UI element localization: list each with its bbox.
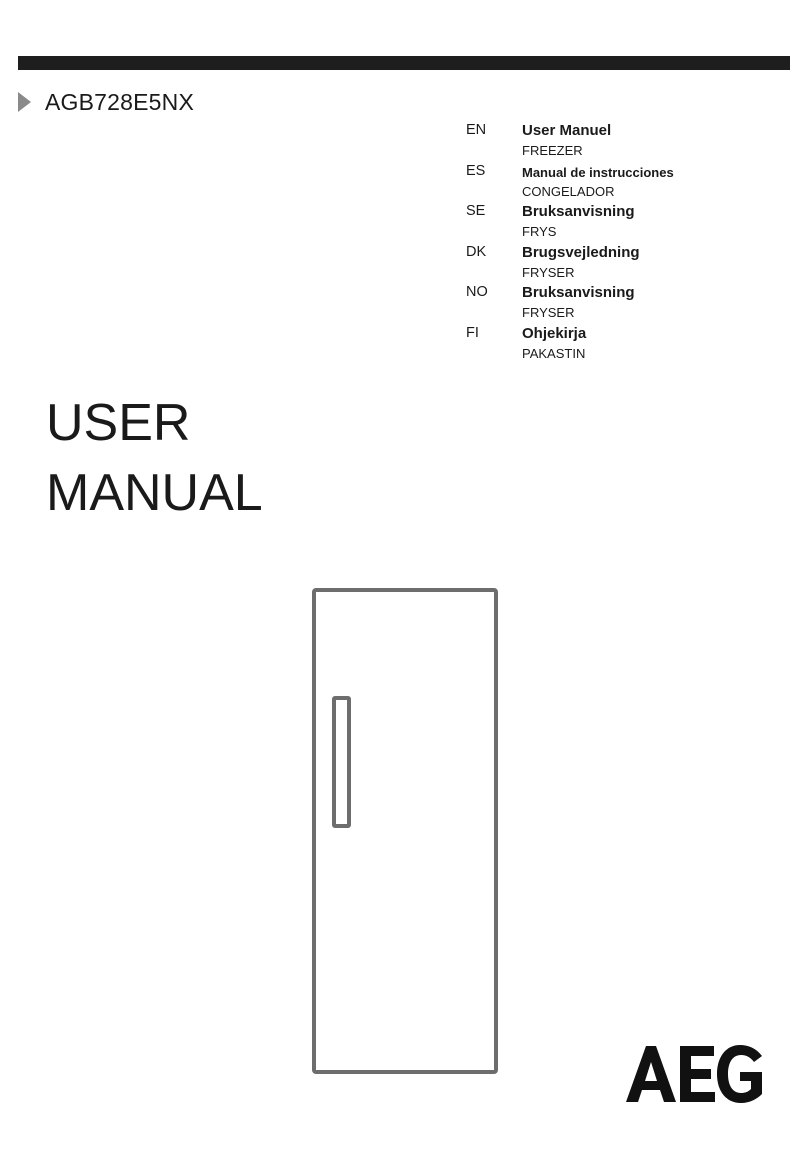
model-number: AGB728E5NX: [45, 88, 195, 115]
cover-title: [46, 388, 263, 528]
product-name: CONGELADOR: [522, 183, 615, 199]
language-entry-dk: [466, 244, 796, 285]
cover-title-line-2: MANUAL: [46, 464, 263, 522]
language-entry-no: [466, 284, 796, 325]
manual-title: Bruksanvisning: [522, 284, 635, 302]
language-code: SE: [466, 203, 486, 220]
manual-title: Manual de instrucciones: [522, 164, 674, 180]
language-code: ES: [466, 162, 486, 179]
top-rule-bar: [18, 56, 790, 70]
cover-title-line-1: USER: [46, 394, 191, 452]
manual-title: Brugsvejledning: [522, 243, 640, 261]
language-code: NO: [466, 284, 488, 301]
language-entry-fi: [466, 325, 796, 366]
product-name: FREEZER: [522, 143, 583, 158]
language-code: EN: [466, 122, 487, 138]
manual-title: Bruksanvisning: [522, 203, 635, 221]
language-entry-en: [466, 122, 796, 163]
manual-title: User Manuel: [522, 122, 612, 139]
language-entry-es: [466, 163, 796, 204]
product-name: FRYSER: [522, 264, 575, 280]
language-code: DK: [466, 243, 487, 260]
language-entry-se: [466, 203, 796, 244]
language-code: FI: [466, 324, 479, 341]
product-name: FRYS: [522, 224, 557, 240]
product-name: PAKASTIN: [522, 345, 586, 361]
model-heading: [18, 86, 194, 118]
aeg-logo: [624, 1042, 764, 1106]
product-name: FRYSER: [522, 305, 575, 321]
door-handle-illustration: [332, 696, 351, 828]
language-list: [466, 122, 796, 366]
triangle-right-icon: [18, 92, 31, 112]
freezer-illustration: [312, 588, 498, 1074]
manual-title: Ohjekirja: [522, 324, 587, 342]
